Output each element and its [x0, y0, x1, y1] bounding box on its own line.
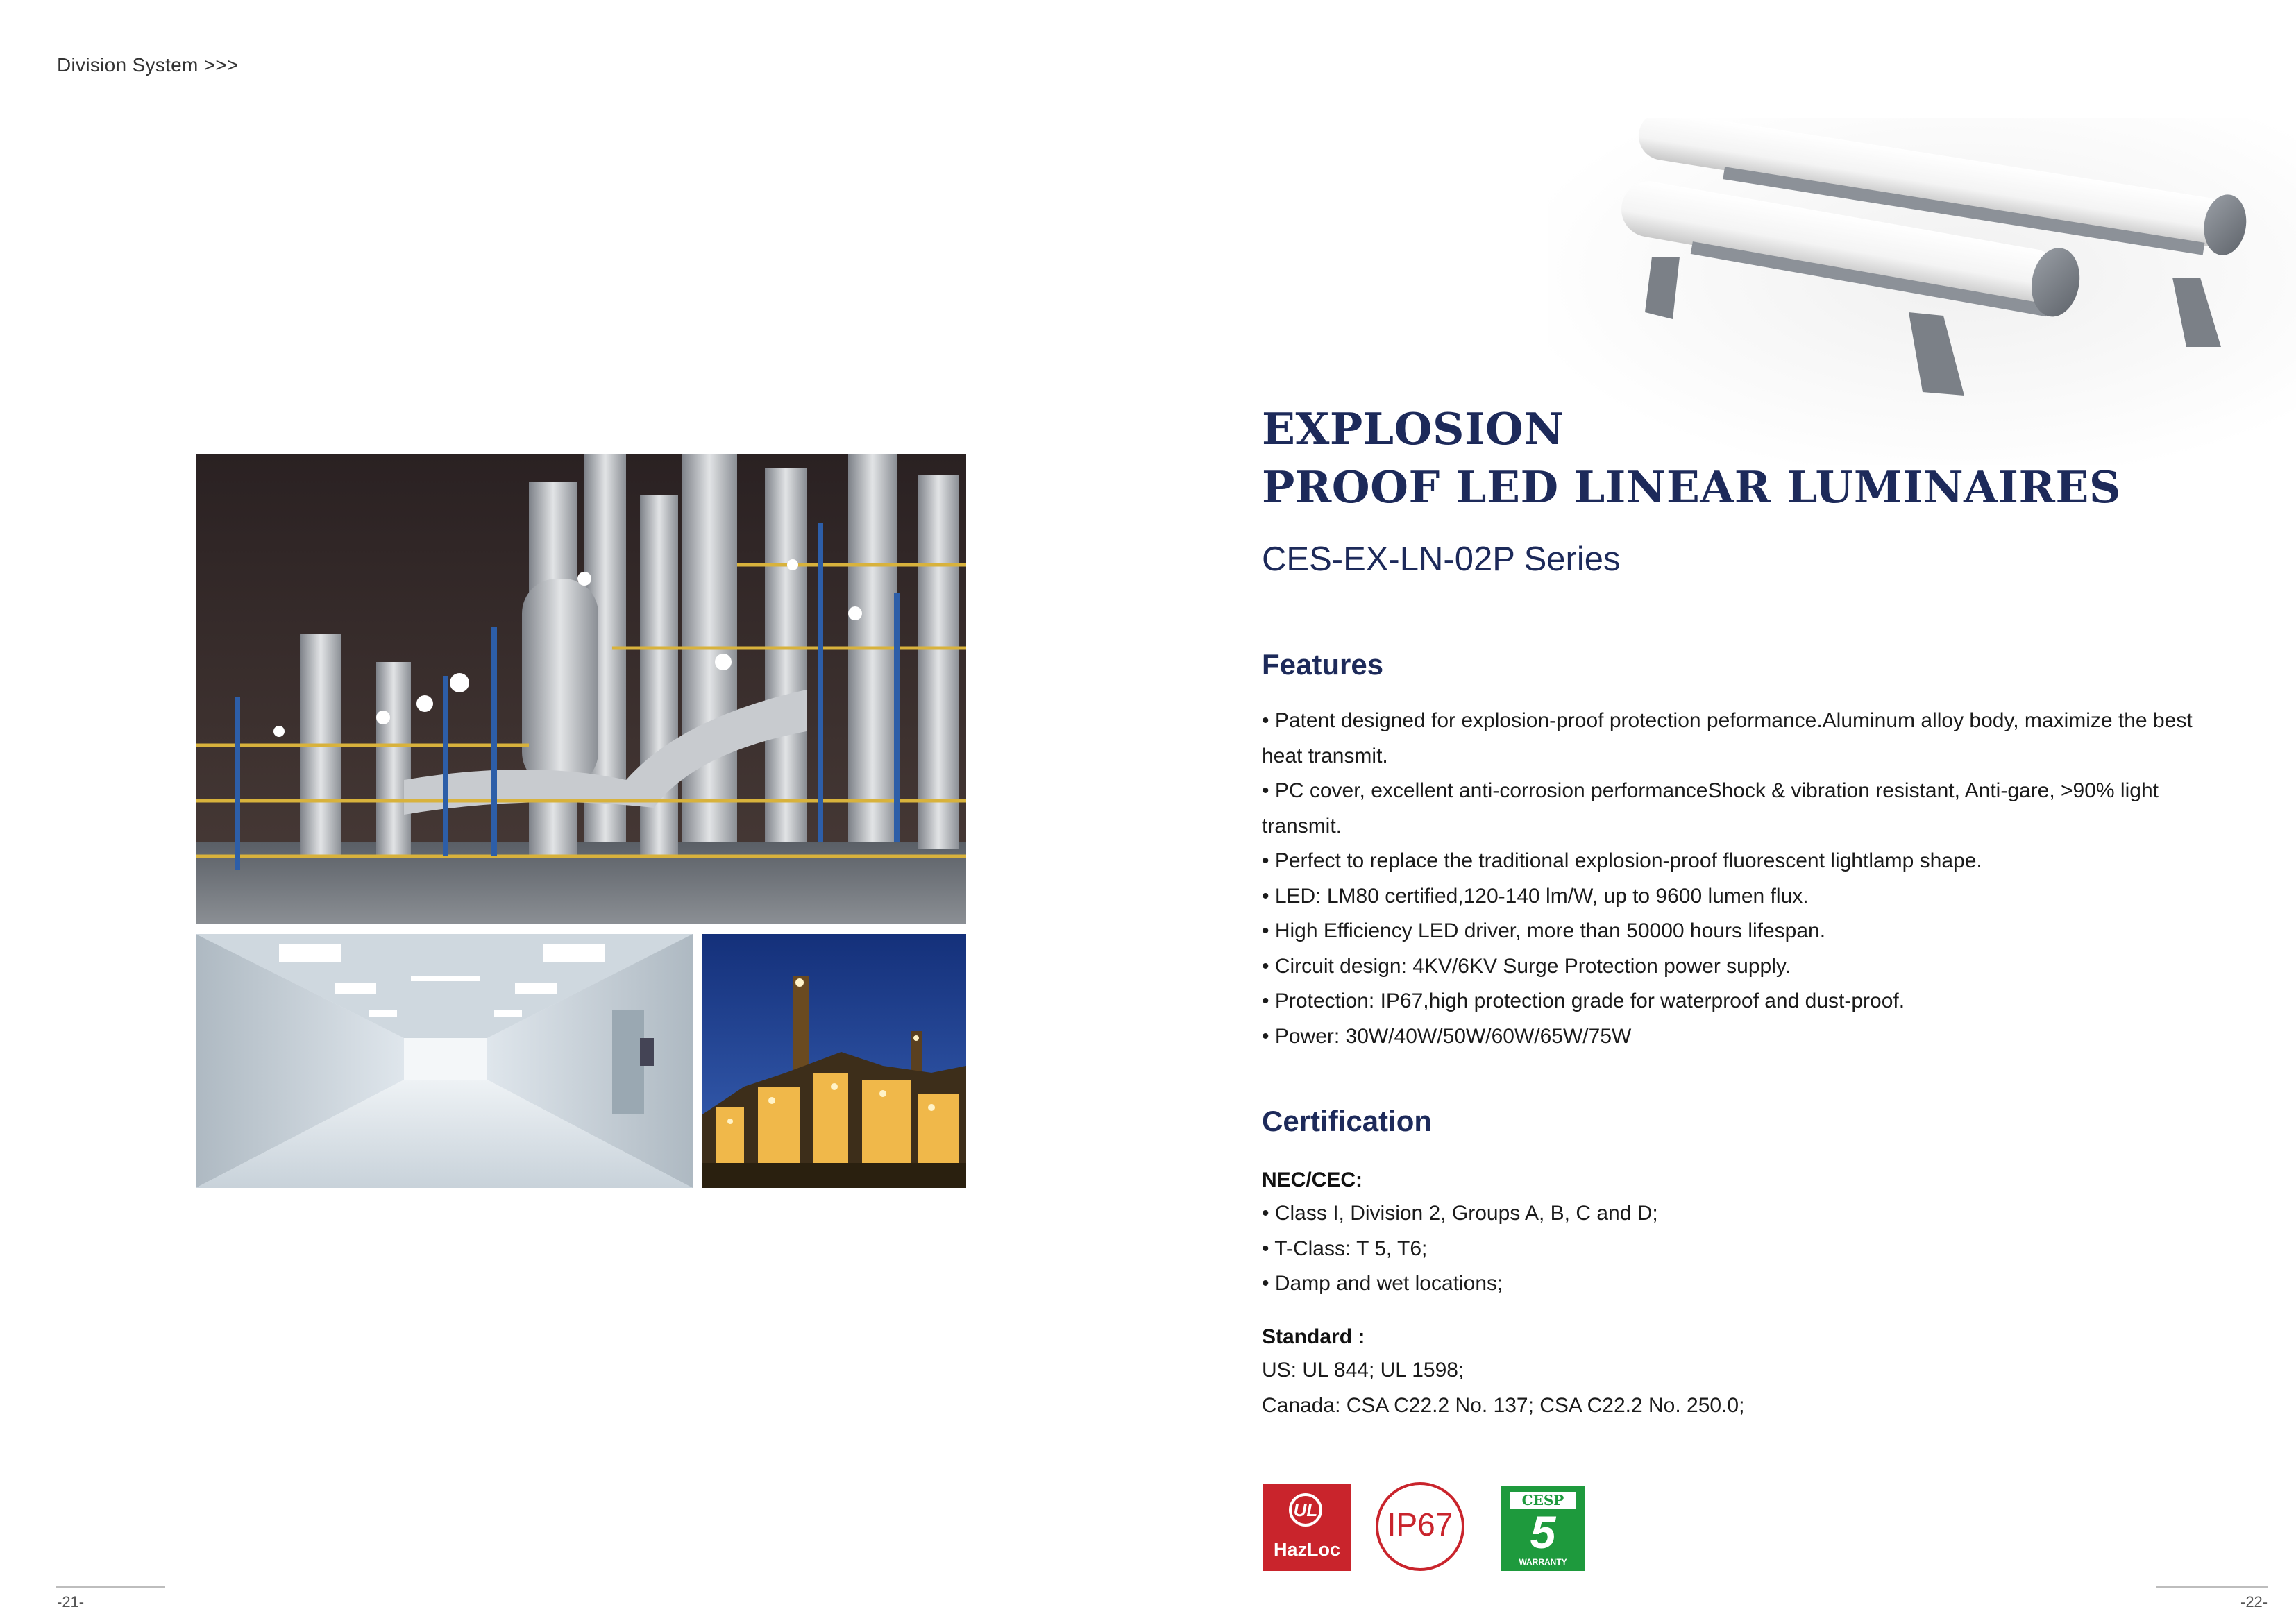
ul-badge-text: HazLoc: [1273, 1539, 1341, 1560]
ul-logo-icon: UL: [1289, 1493, 1322, 1527]
cesp-badge-number: 5: [1530, 1506, 1556, 1558]
cleanroom-corridor-photo: [196, 934, 693, 1188]
standard-item: US: UL 844; UL 1598;: [1262, 1359, 1464, 1382]
feature-line: • Patent designed for explosion-proof protection peformance.Aluminum alloy body, maximize the best: [1262, 709, 2193, 732]
ip67-badge: [1376, 1482, 1464, 1571]
cesp-badge-bottom: WARRANTY: [1519, 1557, 1567, 1567]
cesp-warranty-badge: [1501, 1486, 1585, 1571]
footer-divider-left: [56, 1586, 165, 1588]
certification-heading: Certification: [1262, 1105, 1433, 1137]
feature-line: heat transmit.: [1262, 744, 1388, 767]
feature-line: • LED: LM80 certified,120-140 lm/W, up to 9600 lumen flux.: [1262, 884, 1809, 908]
ip67-badge-text: IP67: [1387, 1506, 1453, 1543]
ul-hazloc-badge: [1263, 1484, 1351, 1571]
feature-line: • Perfect to replace the traditional explosion-proof fluorescent lightlamp shape.: [1262, 849, 1982, 872]
nec-item: • Class I, Division 2, Groups A, B, C and D;: [1262, 1202, 1658, 1225]
feature-line: • Protection: IP67,high protection grade for waterproof and dust-proof.: [1262, 989, 1905, 1012]
nec-cec-list: [1262, 1196, 1658, 1302]
page-number-right: -22-: [2240, 1593, 2268, 1611]
page-number-left: -21-: [57, 1593, 85, 1611]
feature-line: • High Efficiency LED driver, more than 50000 hours lifespan.: [1262, 919, 1826, 942]
nec-item: • Damp and wet locations;: [1262, 1272, 1503, 1295]
product-title-line1: EXPLOSION: [1262, 403, 1564, 454]
nec-item: • T-Class: T 5, T6;: [1262, 1237, 1428, 1260]
standard-item: Canada: CSA C22.2 No. 137; CSA C22.2 No. 250.0;: [1262, 1393, 1745, 1417]
series-name: CES-EX-LN-02P Series: [1262, 541, 1621, 578]
feature-line: • Circuit design: 4KV/6KV Surge Protection power supply.: [1262, 954, 1791, 978]
refinery-night-photo: [196, 454, 966, 924]
breadcrumb: Division System >>>: [57, 54, 239, 76]
features-list: [1262, 704, 2261, 1054]
standard-label: Standard :: [1262, 1325, 1365, 1348]
linear-luminaire-product-image: [1548, 118, 2296, 465]
feature-line: • Power: 30W/40W/50W/60W/65W/75W: [1262, 1024, 1632, 1048]
feature-line: • PC cover, excellent anti-corrosion performanceShock & vibration resistant, Anti-gare, >90% light: [1262, 779, 2159, 802]
footer-divider-right: [2156, 1586, 2268, 1588]
nec-cec-label: NEC/CEC:: [1262, 1169, 1363, 1191]
refinery-dusk-photo: [702, 934, 966, 1188]
features-heading: Features: [1262, 648, 1384, 681]
cesp-badge-top: CESP: [1510, 1492, 1576, 1509]
standard-list: [1262, 1353, 1744, 1423]
feature-line: transmit.: [1262, 814, 1342, 838]
product-title-line2: PROOF LED LINEAR LUMINAIRES: [1262, 461, 2121, 513]
